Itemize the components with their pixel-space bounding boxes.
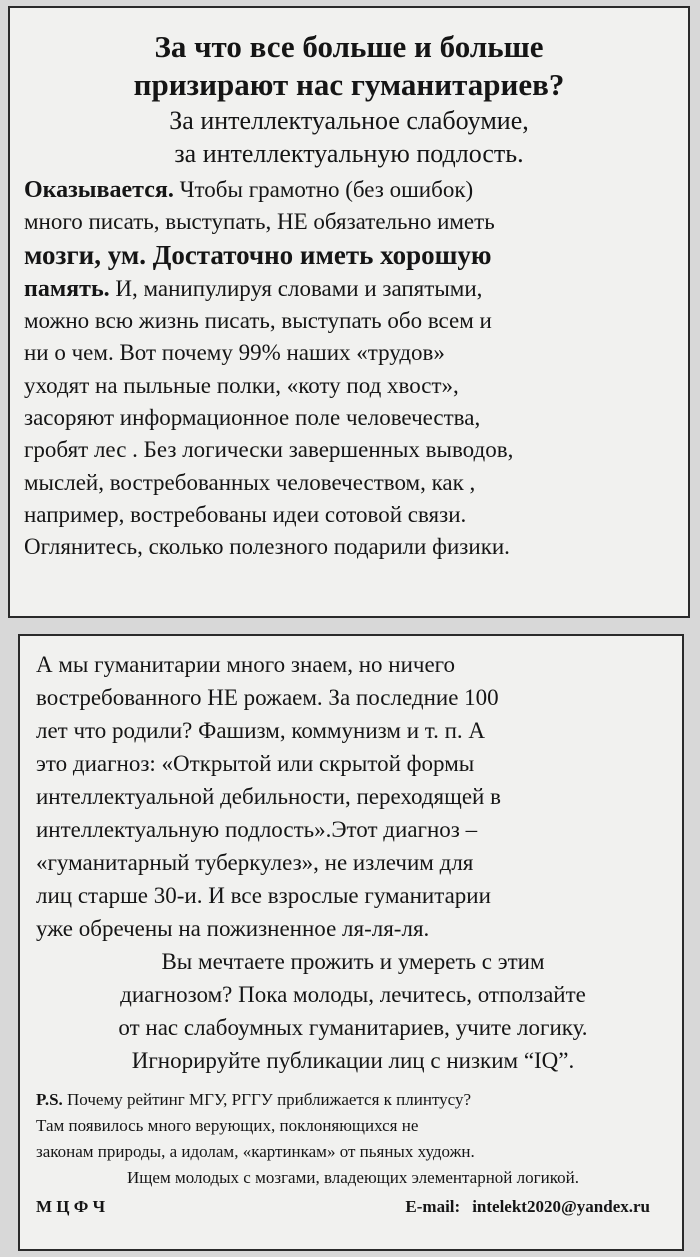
ps-center-line: Ищем молодых с мозгами, владеющих элементарной логикой. (127, 1168, 579, 1187)
headline-line-1: За что все больше и больше (154, 29, 544, 64)
body-line-2: много писать, выступать, НЕ обязательно иметь (24, 209, 495, 235)
body-line: мыслей, востребованных человечеством, как , (24, 469, 476, 495)
email-label: E-mail: (405, 1197, 461, 1216)
subtitle-line-2: за интеллектуальную подлость. (174, 139, 524, 168)
line4-rest-text: И, манипулируя словами и запятыми, (109, 275, 483, 301)
body-line: это диагноз: «Открытой или скрытой формы (36, 751, 475, 776)
body-line: ни о чем. Вот почему 99% наших «трудов» (24, 340, 445, 366)
postscript (36, 1087, 670, 1191)
lead-rest-text: Чтобы грамотно (без ошибок) (173, 177, 474, 202)
ps-line-1 (36, 1087, 670, 1113)
body-line: А мы гуманитарии много знаем, но ничего (36, 652, 456, 677)
centered-line: Вы мечтаете прожить и умереть с этим (161, 949, 545, 974)
footer (36, 1197, 670, 1217)
lead-bold-text: Оказывается. (24, 177, 174, 203)
body-line: интеллектуальной дебильности, переходящей в (36, 784, 501, 809)
subtitle-line-1: За интеллектуальное слабоумие, (169, 106, 529, 135)
body-line-4 (24, 273, 674, 305)
body-line-lead (24, 174, 674, 206)
ps-label: P.S. (36, 1090, 63, 1109)
body-line-3 (24, 239, 674, 273)
bottom-clipping (18, 634, 684, 1251)
top-clipping (8, 6, 690, 618)
contact (405, 1197, 650, 1217)
centered-line: диагнозом? Пока молоды, лечитесь, отползайте (120, 982, 586, 1007)
ps-first-text: Почему рейтинг МГУ, РГГУ приближается к плинтусу? (62, 1090, 472, 1109)
body-line: уходят на пыльные полки, «коту под хвост», (24, 372, 459, 398)
body-line: уже обречены на пожизненное ля-ля-ля. (36, 916, 430, 941)
body-line: Оглянитесь, сколько полезного подарили физики. (24, 534, 510, 560)
memory-bold-text: память. (24, 275, 110, 302)
body-line: например, востребованы идеи сотовой связи. (24, 501, 467, 527)
body-line: интеллектуальную подлость».Этот диагноз – (36, 817, 478, 842)
body-line: гробят лес . Без логически завершенных выводов, (24, 437, 514, 463)
ps-line: Там появилось много верующих, поклоняющихся не (36, 1116, 419, 1135)
ps-line: законам природы, а идолам, «картинкам» от пьяных художн. (36, 1142, 475, 1161)
body-line: можно всю жизнь писать, выступать обо всем и (24, 308, 492, 334)
bold-line-text: мозги, ум. Достаточно иметь хорошую (24, 239, 492, 270)
centered-line: Игнорируйте публикации лиц с низким “IQ”. (131, 1048, 575, 1073)
org-abbreviation: М Ц Ф Ч (36, 1197, 106, 1216)
headline-line-2: призирают нас гуманитариев? (133, 67, 565, 102)
centered-line: от нас слабоумных гуманитариев, учите логику. (118, 1015, 588, 1040)
body-line: засоряют информационное поле человечества, (24, 405, 481, 431)
body-line: лет что родили? Фашизм, коммунизм и т. п. А (36, 718, 486, 743)
body-line: лиц старше 30-и. И все взрослые гуманитарии (36, 883, 491, 908)
body-line: востребованного НЕ рожаем. За последние 100 (36, 685, 499, 710)
body-line: «гуманитарный туберкулез», не излечим для (36, 850, 474, 875)
email-address: intelekt2020@yandex.ru (472, 1197, 650, 1216)
